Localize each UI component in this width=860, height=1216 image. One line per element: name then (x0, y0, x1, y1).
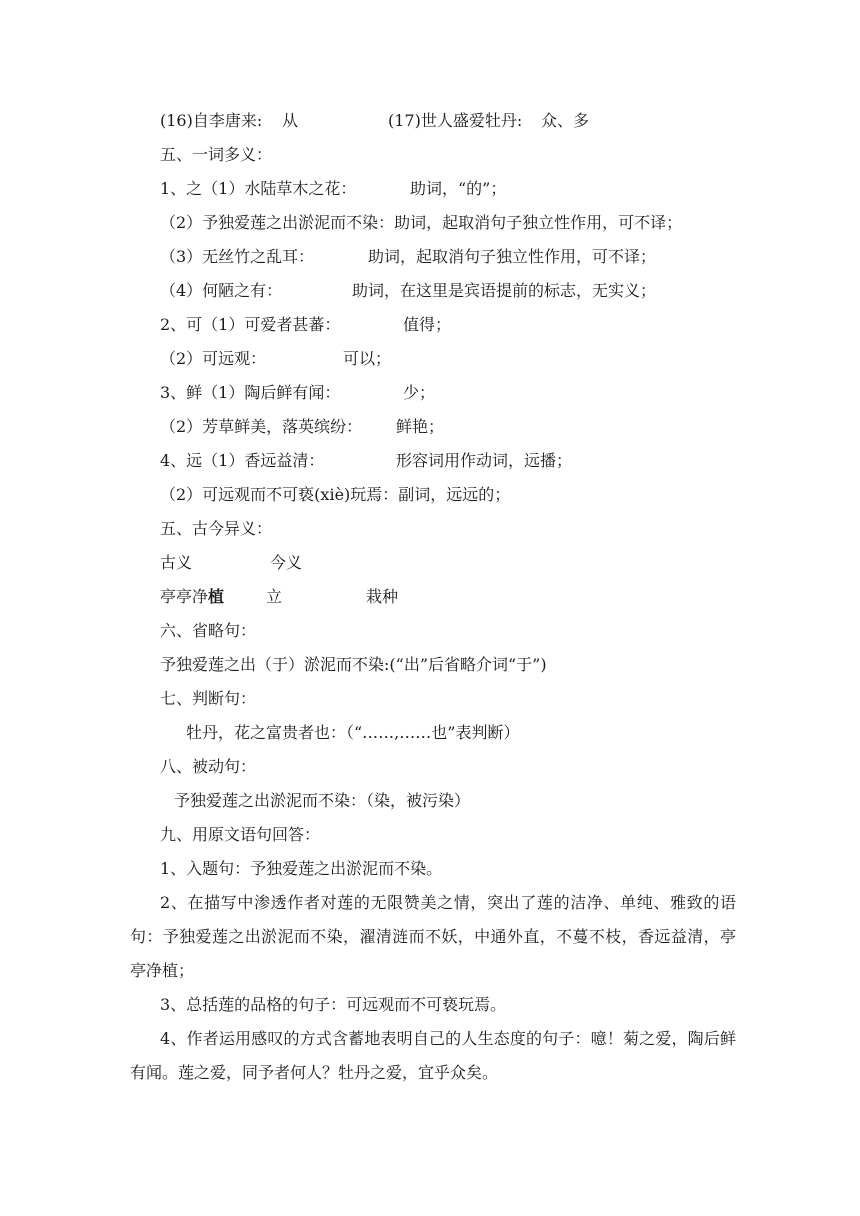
heading-ellipsis: 六、省略句： (160, 621, 257, 640)
heading-passive: 八、被动句： (160, 757, 257, 776)
item-16-phrase: (16)自李唐来: (160, 111, 263, 130)
heading-polysemy: 五、一词多义： (160, 145, 273, 164)
heading-quote-answers: 九、用原文语句回答： (160, 825, 321, 844)
line-zhi-2: （2）予独爱莲之出淤泥而不染：助词，起取消句子独立性作用，可不译； (160, 213, 683, 232)
answer-3: 3、总括莲的品格的句子：可远观而不可亵玩焉。 (160, 995, 507, 1014)
highlighted-char: 植 (208, 587, 225, 606)
line-yuan-2: （2）可远观而不可亵(xiè)玩焉：副词，远远的； (160, 485, 511, 504)
line-passive: 予独爱莲之出淤泥而不染：（染，被污染） (174, 791, 471, 810)
heading-judgment: 七、判断句： (160, 689, 257, 708)
answer-1: 1、入题句：予独爱莲之出淤泥而不染。 (160, 859, 443, 878)
line-judgment: 牡丹，花之富贵者也：（“……,……也”表判断） (186, 723, 520, 742)
item-17-phrase: (17)世人盛爱牡丹: (388, 111, 523, 130)
label-modern: 今义 (270, 553, 303, 572)
answer-4: 4、作者运用感叹的方式含蓄地表明自己的人生态度的句子：噫！菊之爱，陶后鲜有闻。莲之爱，同予者何人？牡丹之爱，宜乎众矣。 (130, 1029, 736, 1082)
answer-2: 2、在描写中渗透作者对莲的无限赞美之情，突出了莲的洁净、单纯、雅致的语句：予独爱莲之出淤泥而不染，濯清涟而不妖，中通外直，不蔓不枝，香远益清，亭亭净植； (130, 893, 736, 980)
document-page: (16)自李唐来: 从 (17)世人盛爱牡丹: 众、多 五、一词多义： 1、之（1）水陆草木之花： 助词，“的”； （2）予独爱莲之出淤泥而不染：助词，起取消句子独立性作用，可不译； （3）无丝竹之乱耳： 助词，起取消句子独立性作用，可不译； （4）何陋之有： 助词，在这里是宾语提前的标志，无实义； 2、可（1）可爱者甚蕃： 值得； （2）可远观： 可以； 3、鲜（1）陶后鲜有闻： 少； （2）芳草鲜美，落英缤纷： 鲜艳； 4、远（1）香远益清： 形容词用作动词，远播； （2）可远观而不可亵(xiè)玩焉：副词，远远的； 五、古今异义： 古义 今义 亭亭净植 立 栽种 六、省略句： 予独爱莲之出（于）淤泥而不染:(“出”后省略介词“于”) 七、判断句： 牡丹，花之富贵者也：（“……,……也”表判断） 八、被动句： 予独爱莲之出淤泥而不染：（染，被污染） 九、用原文语句回答： 1、入题句：予独爱莲之出淤泥而不染。 2、在描写中渗透作者对莲的无限赞美之情，突出了莲的洁净、单纯、雅致的语句：予独爱莲之出淤泥而不染，濯清涟而不妖，中通外直，不蔓不枝，香远益清，亭亭净植； 3、总括莲的品格的句子：可远观而不可亵玩焉。 4、作者运用感叹的方式含蓄地表明自己的人生态度的句子：噫！菊之爱，陶后鲜有闻。莲之爱，同予者何人？牡丹之爱，宜乎众矣。 (0, 0, 860, 1216)
item-17-meaning: 众、多 (541, 111, 590, 130)
label-ancient: 古义 (160, 553, 193, 572)
heading-ancient-modern: 五、古今异义： (160, 519, 273, 538)
item-16-meaning: 从 (282, 111, 299, 130)
line-ellipsis: 予独爱莲之出（于）淤泥而不染:(“出”后省略介词“于”) (160, 655, 547, 674)
